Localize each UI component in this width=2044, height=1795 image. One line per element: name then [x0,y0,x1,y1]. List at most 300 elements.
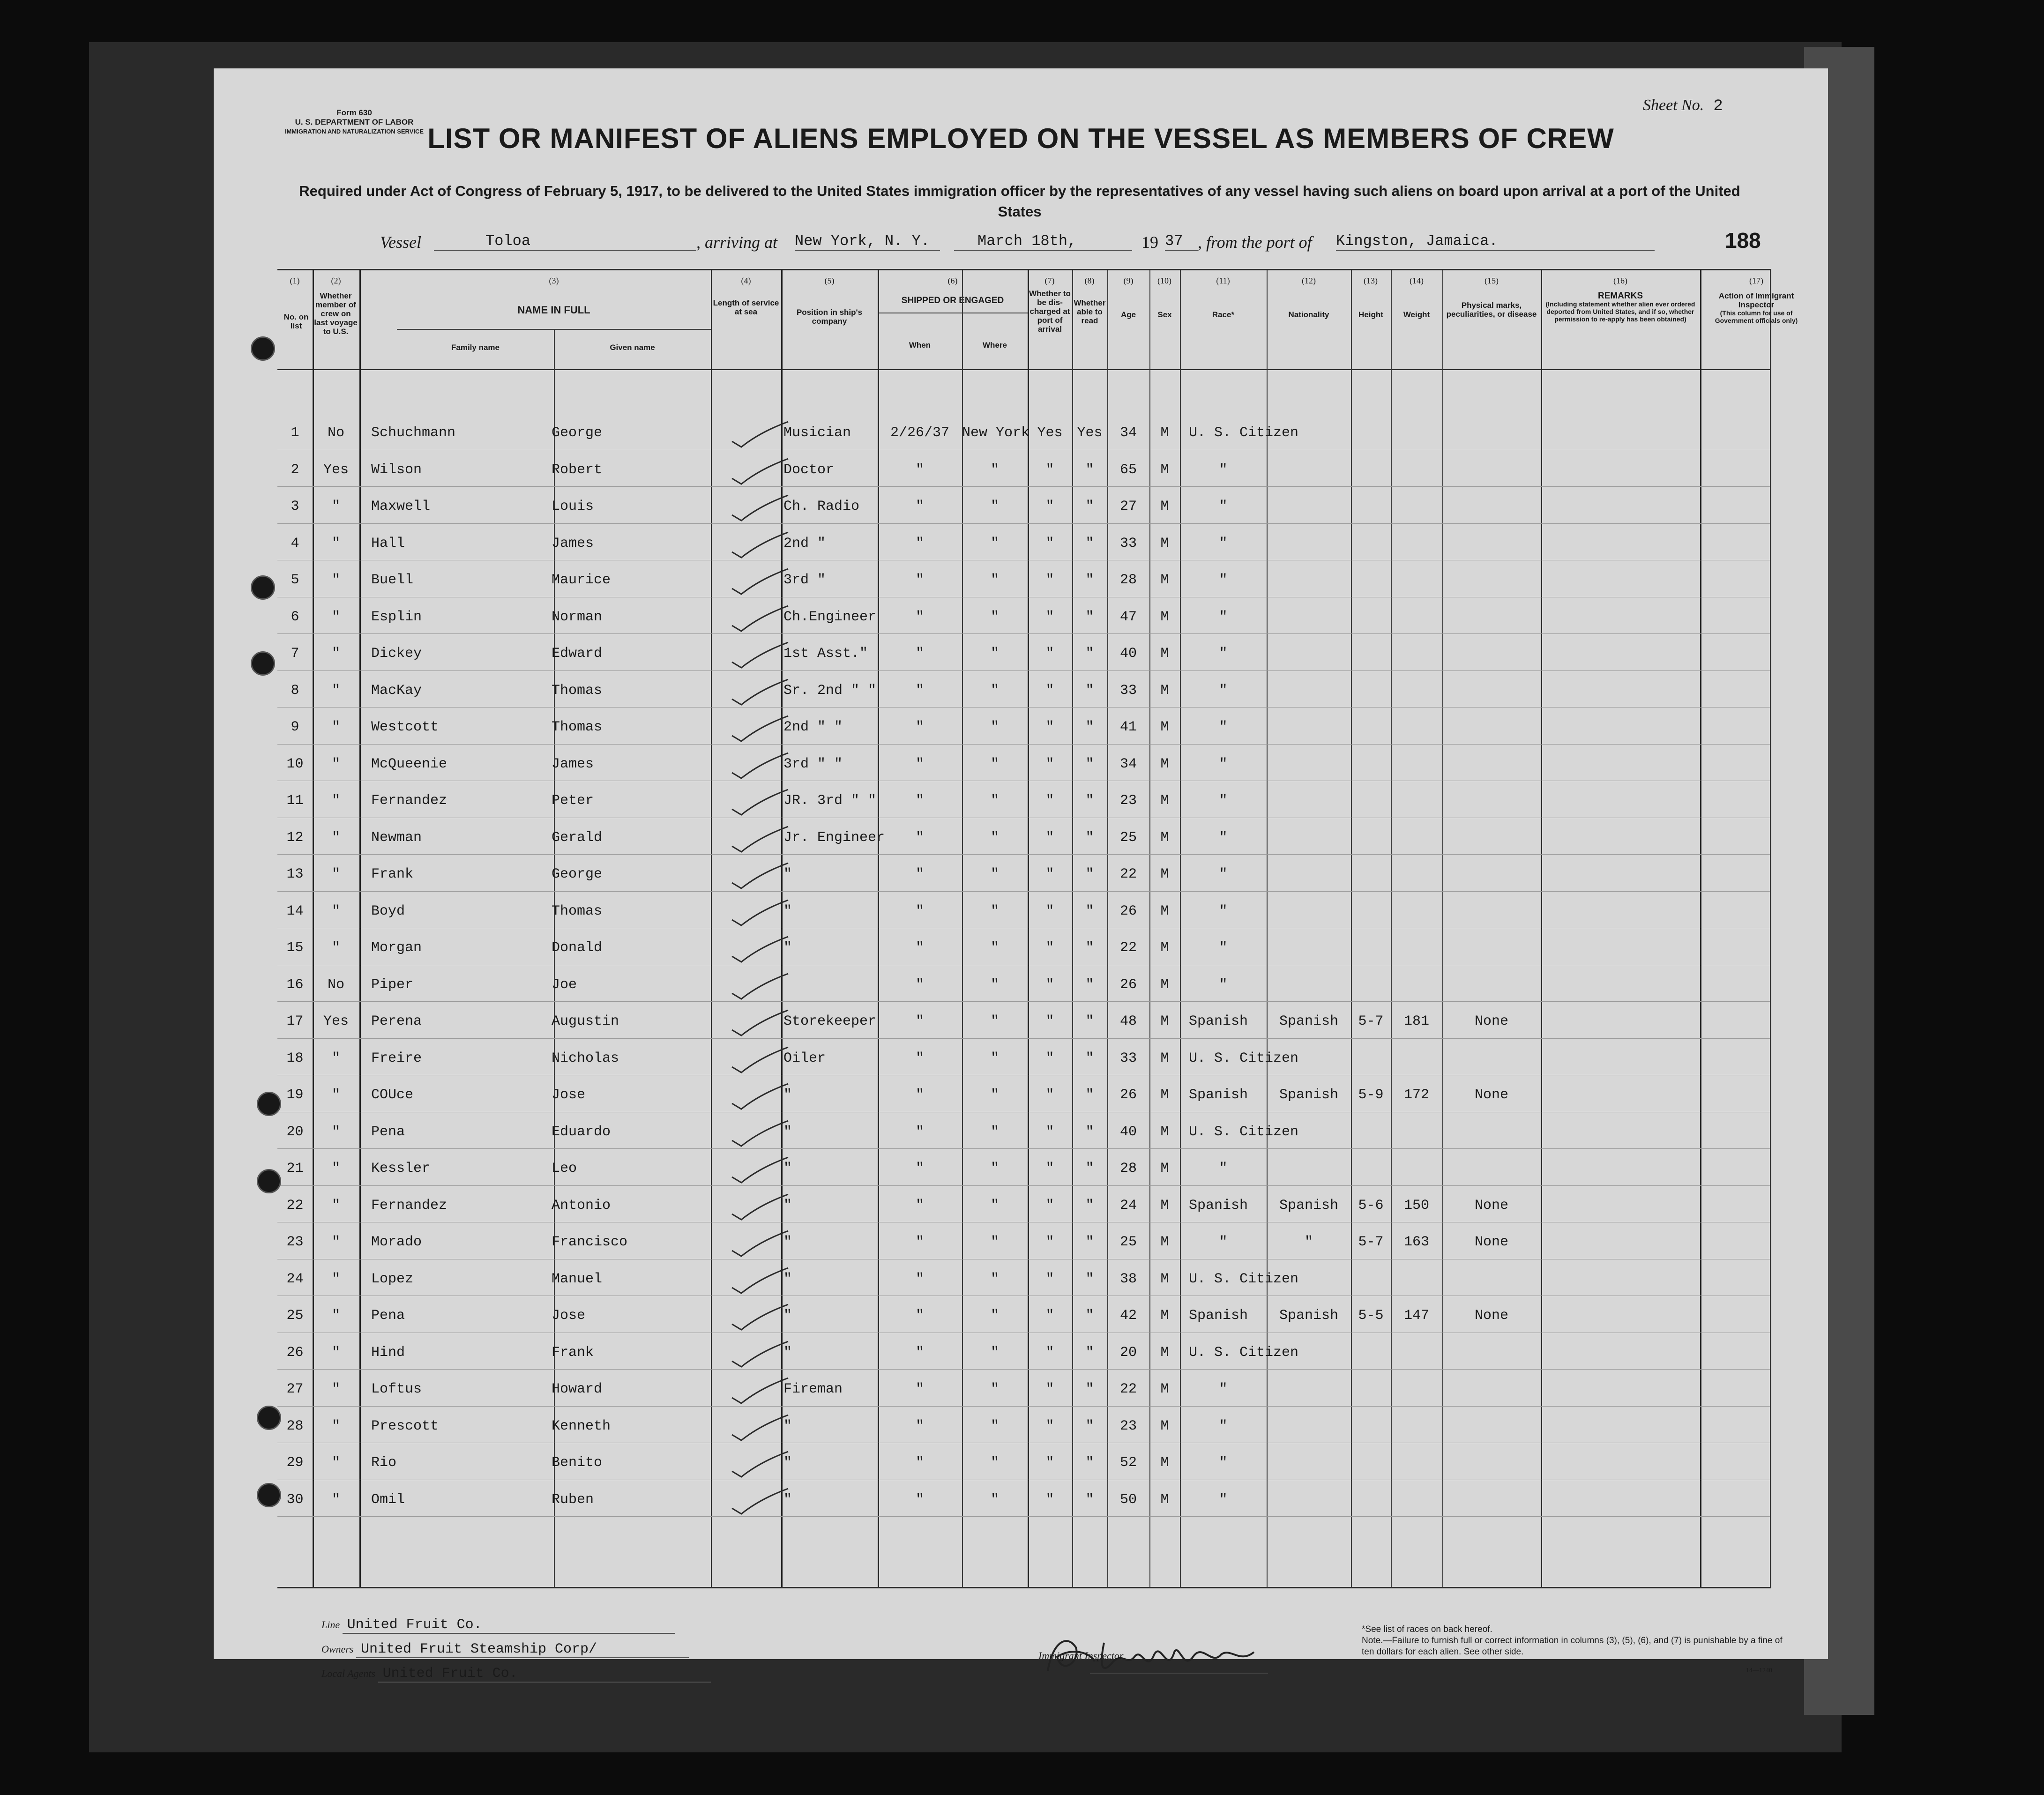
cell-prev: " [331,572,340,588]
service-check-mark [713,418,793,451]
cell-phys: None [1474,1087,1508,1103]
cell-family: Loftus [371,1381,422,1397]
row-rule [277,1406,1770,1407]
column-divider [359,270,361,1587]
cell-family: COUce [371,1087,414,1103]
cell-family: Westcott [371,719,439,735]
cell-sex: M [1160,1418,1169,1434]
cell-sex: M [1160,682,1169,699]
header-able-to-read: Whether able to read [1074,298,1106,325]
column-number: (17) [1749,276,1763,285]
cell-disch: " [1045,719,1054,735]
cell-read: " [1085,609,1094,625]
column-number: (14) [1410,276,1424,285]
page-number: 188 [1725,228,1761,253]
cell-when: " [915,756,924,772]
cell-age: 25 [1119,1234,1137,1250]
cell-when: " [915,609,924,625]
cell-read: " [1085,1161,1094,1177]
cell-position: Ch.Engineer [783,609,877,625]
cell-family: Buell [371,572,414,588]
column-number: (1) [290,276,300,285]
cell-when: " [915,572,924,588]
cell-disch: " [1045,1271,1054,1287]
cell-race: " [1219,646,1228,662]
cell-age: 28 [1119,1161,1137,1177]
cell-disch: " [1045,1087,1054,1103]
cell-when: " [915,1308,924,1324]
cell-read: " [1085,499,1094,514]
cell-no: 30 [286,1491,304,1508]
header-no-on-list: No. on list [283,313,309,330]
row-rule [277,1369,1770,1370]
cell-where: " [990,499,999,514]
cell-disch: " [1045,1050,1054,1066]
cell-no: 28 [286,1418,304,1434]
cell-where: " [990,1271,999,1287]
cell-position: " [783,1308,792,1324]
cell-position: Doctor [783,462,835,478]
cell-given: James [552,535,594,551]
cell-where: " [990,535,999,551]
cell-race: " [1219,903,1228,919]
service-check-mark [713,1154,793,1186]
service-check-mark [713,786,793,819]
header-given-name: Given name [610,343,655,352]
cell-prev: Yes [323,462,349,478]
cell-given: Ruben [552,1491,594,1508]
manifest-sheet [214,68,1828,1682]
cell-family: Pena [371,1308,405,1324]
cell-race: Spanish [1189,1013,1248,1029]
cell-disch: " [1045,1197,1054,1214]
document-subtitle: Required under Act of Congress of February 5, 1917, to be delivered to the United States immigration officer by the representatives of any vessel having such aliens on board upon arrival at a port of the United States [299,183,1740,220]
cell-read: " [1085,1418,1094,1434]
cell-no: 17 [286,1013,304,1029]
cell-height: 5-5 [1358,1308,1384,1324]
column-number: (15) [1485,276,1499,285]
cell-given: George [552,866,603,882]
header-remarks-sub: (Including statement whether alien ever ordered deported from United States, and if so, whether permission to re-apply has been obtained) [1545,300,1695,323]
punch-hole [257,1406,281,1430]
column-number: (16) [1613,276,1627,285]
cell-where: " [990,462,999,478]
cell-when: " [915,903,924,919]
punch-hole [257,1092,281,1116]
cell-race: Spanish [1189,1308,1248,1324]
service-check-mark [713,1301,793,1333]
cell-nat: Spanish [1279,1308,1339,1324]
footer-note-races: *See list of races on back hereof. [1362,1624,1492,1634]
cell-prev: " [331,756,340,772]
cell-race: U. S. Citizen [1189,1344,1299,1361]
footer-agents [321,1666,711,1683]
cell-race: Spanish [1189,1197,1248,1214]
header-name-in-full: NAME IN FULL [517,304,590,316]
header-when: When [909,341,931,350]
cell-where: " [990,1124,999,1140]
cell-age: 50 [1119,1491,1137,1508]
service-check-mark [713,1117,793,1150]
cell-given: Augustin [552,1013,619,1029]
cell-family: Omil [371,1491,405,1508]
cell-read: " [1085,940,1094,956]
service-check-mark [713,1080,793,1113]
cell-given: Norman [552,609,603,625]
column-divider [1351,270,1352,1587]
cell-sex: M [1160,1087,1169,1103]
vessel-label: Vessel [380,233,421,252]
cell-age: 52 [1119,1455,1137,1471]
cell-age: 34 [1119,425,1137,441]
cell-family: Fernandez [371,1197,448,1214]
cell-position: JR. 3rd " " [783,793,877,809]
cell-given: Howard [552,1381,603,1397]
cell-position: " [783,903,792,919]
year-prefix: 19 [1141,233,1158,252]
header-divider [277,369,1770,370]
service-check-mark [713,1006,793,1039]
cell-prev: " [331,1491,340,1508]
cell-no: 11 [286,793,304,809]
cell-disch: " [1045,866,1054,882]
cell-prev: " [331,646,340,662]
cell-prev: " [331,829,340,846]
cell-prev: " [331,1197,340,1214]
header-action-sub: (This column for use of Government officials only) [1715,309,1798,324]
cell-read: " [1085,903,1094,919]
column-divider [711,270,712,1587]
footer-line-value: United Fruit Co. [343,1617,675,1634]
cell-disch: " [1045,976,1054,993]
cell-family: MacKay [371,682,422,699]
punch-hole [251,651,275,676]
service-check-mark [713,1448,793,1481]
cell-prev: " [331,499,340,514]
cell-prev: " [331,1455,340,1471]
cell-prev: " [331,1381,340,1397]
row-rule [277,633,1770,634]
cell-sex: M [1160,1491,1169,1508]
cell-position: 1st Asst." [783,646,868,662]
cell-given: Jose [552,1087,586,1103]
cell-position: " [783,1234,792,1250]
cell-race: " [1219,793,1228,809]
cell-nat: Spanish [1279,1087,1339,1103]
cell-disch: " [1045,1013,1054,1029]
footer-line [321,1617,675,1634]
cell-age: 33 [1119,1050,1137,1066]
cell-family: Morado [371,1234,422,1250]
service-check-mark [713,455,793,488]
cell-disch: " [1045,572,1054,588]
port-label: , from the port of [1198,233,1312,252]
cell-sex: M [1160,1234,1169,1250]
cell-no: 19 [286,1087,304,1103]
header-discharged: Whether to be dis-charged at port of arrival [1029,289,1071,334]
cell-no: 14 [286,903,304,919]
cell-prev: " [331,940,340,956]
arriving-label: , arriving at [696,233,778,252]
cell-where: " [990,940,999,956]
cell-age: 27 [1119,499,1137,514]
cell-sex: M [1160,903,1169,919]
cell-disch: " [1045,1381,1054,1397]
footer-line-label: Line [321,1619,340,1631]
form-department: U. S. DEPARTMENT OF LABOR [295,118,414,127]
cell-disch: Yes [1037,425,1063,441]
cell-no: 12 [286,829,304,846]
cell-no: 7 [291,646,299,662]
cell-prev: No [327,976,344,993]
punch-hole [257,1169,281,1193]
cell-family: Maxwell [371,499,431,514]
cell-when: " [915,1234,924,1250]
cell-disch: " [1045,499,1054,514]
header-remarks-title: REMARKS [1597,291,1643,301]
cell-prev: " [331,535,340,551]
cell-sex: M [1160,499,1169,514]
cell-read: Yes [1077,425,1103,441]
cell-read: " [1085,682,1094,699]
cell-age: 24 [1119,1197,1137,1214]
cell-no: 8 [291,682,299,699]
cell-where: " [990,609,999,625]
cell-when: " [915,1381,924,1397]
cell-disch: " [1045,609,1054,625]
departure-port: Kingston, Jamaica. [1336,232,1655,251]
cell-where: " [990,1161,999,1177]
row-rule [277,1148,1770,1149]
row-rule [277,670,1770,671]
header-nationality: Nationality [1288,310,1329,319]
cell-race: " [1219,1491,1228,1508]
footer-owners-label: Owners [321,1643,354,1655]
cell-when: " [915,1197,924,1214]
cell-prev: " [331,793,340,809]
cell-disch: " [1045,903,1054,919]
row-rule [277,523,1770,524]
cell-family: Morgan [371,940,422,956]
cell-sex: M [1160,646,1169,662]
cell-disch: " [1045,1491,1054,1508]
cell-no: 1 [291,425,299,441]
header-length-service: Length of service at sea [713,298,779,316]
column-divider [1700,270,1701,1587]
sheet-number-label: Sheet No. [1643,97,1704,114]
cell-read: " [1085,1308,1094,1324]
header-action [1700,291,1813,324]
cell-family: Perena [371,1013,422,1029]
cell-family: Esplin [371,609,422,625]
cell-where: " [990,1050,999,1066]
cell-sex: M [1160,1271,1169,1287]
cell-age: 26 [1119,903,1137,919]
cell-when: " [915,719,924,735]
header-whether-member: Whether member of crew on last voyage to U.S. [314,291,358,336]
cell-disch: " [1045,793,1054,809]
cell-position: " [783,1161,792,1177]
cell-position: Storekeeper [783,1013,877,1029]
cell-where: " [990,719,999,735]
cell-prev: " [331,682,340,699]
cell-age: 28 [1119,572,1137,588]
cell-sex: M [1160,425,1169,441]
form-number: Form 630 [336,108,372,117]
cell-height: 5-7 [1358,1013,1384,1029]
cell-position: Musician [783,425,851,441]
cell-family: Hind [371,1344,405,1361]
cell-read: " [1085,646,1094,662]
cell-family: Boyd [371,903,405,919]
service-check-mark [713,1227,793,1260]
cell-sex: M [1160,609,1169,625]
cell-where: " [990,903,999,919]
header-action-title: Action of Immigrant Inspector [1718,291,1794,309]
cell-prev: " [331,609,340,625]
cell-given: Antonio [552,1197,611,1214]
cell-read: " [1085,866,1094,882]
cell-sex: M [1160,829,1169,846]
cell-given: Maurice [552,572,611,588]
cell-age: 25 [1119,829,1137,846]
cell-position: Ch. Radio [783,499,860,514]
cell-sex: M [1160,976,1169,993]
cell-position: 3rd " " [783,756,843,772]
service-check-mark [713,602,793,635]
cell-race: " [1219,866,1228,882]
cell-age: 33 [1119,682,1137,699]
cell-sex: M [1160,535,1169,551]
cell-read: " [1085,1234,1094,1250]
cell-race: " [1219,609,1228,625]
cell-prev: " [331,1087,340,1103]
cell-nat: Spanish [1279,1013,1339,1029]
service-check-mark [713,859,793,892]
cell-sex: M [1160,572,1169,588]
cell-position: " [783,1124,792,1140]
cell-sex: M [1160,866,1169,882]
header-age: Age [1120,310,1136,319]
cell-no: 4 [291,535,299,551]
cell-given: Thomas [552,682,603,699]
header-where: Where [983,341,1007,350]
cell-given: James [552,756,594,772]
cell-race: " [1219,1161,1228,1177]
cell-age: 26 [1119,1087,1137,1103]
cell-sex: M [1160,1013,1169,1029]
cell-sex: M [1160,1161,1169,1177]
cell-where: " [990,1455,999,1471]
cell-age: 47 [1119,609,1137,625]
cell-age: 22 [1119,1381,1137,1397]
cell-race: " [1219,1234,1228,1250]
row-rule [277,1038,1770,1039]
cell-prev: " [331,1050,340,1066]
service-check-mark [713,933,793,966]
cell-given: Frank [552,1344,594,1361]
cell-age: 40 [1119,646,1137,662]
cell-race: U. S. Citizen [1189,1124,1299,1140]
cell-read: " [1085,535,1094,551]
cell-race: " [1219,829,1228,846]
service-check-mark [713,823,793,856]
cell-phys: None [1474,1308,1508,1324]
column-number: (9) [1123,276,1134,285]
cell-prev: " [331,866,340,882]
header-family-name: Family name [451,343,500,352]
cell-age: 22 [1119,866,1137,882]
cell-family: Newman [371,829,422,846]
cell-position: Sr. 2nd " " [783,682,877,699]
cell-sex: M [1160,940,1169,956]
cell-when: " [915,866,924,882]
cell-when: " [915,940,924,956]
cell-family: Frank [371,866,414,882]
service-check-mark [713,1338,793,1370]
cell-given: Edward [552,646,603,662]
cell-no: 13 [286,866,304,882]
cell-read: " [1085,829,1094,846]
column-number: (7) [1044,276,1055,285]
cell-disch: " [1045,1344,1054,1361]
cell-age: 23 [1119,1418,1137,1434]
cell-sex: M [1160,719,1169,735]
cell-no: 10 [286,756,304,772]
cell-given: Manuel [552,1271,603,1287]
cell-race: " [1219,572,1228,588]
cell-family: Fernandez [371,793,448,809]
column-number: (3) [549,276,559,285]
cell-when: " [915,976,924,993]
cell-no: 25 [286,1308,304,1324]
row-rule [277,744,1770,745]
cell-nat: Spanish [1279,1197,1339,1214]
cell-given: Eduardo [552,1124,611,1140]
cell-read: " [1085,1455,1094,1471]
column-divider [1267,270,1268,1587]
cell-disch: " [1045,1124,1054,1140]
cell-position: " [783,940,792,956]
manifest-table [277,269,1798,1588]
cell-given: Joe [552,976,577,993]
service-check-mark [713,1411,793,1444]
cell-when: " [915,829,924,846]
cell-where: " [990,756,999,772]
cell-age: 48 [1119,1013,1137,1029]
cell-no: 29 [286,1455,304,1471]
column-number: (10) [1157,276,1171,285]
cell-family: Freire [371,1050,422,1066]
header-shipped: SHIPPED OR ENGAGED [901,296,1004,305]
cell-race: " [1219,756,1228,772]
cell-disch: " [1045,1418,1054,1434]
cell-no: 9 [291,719,299,735]
cell-age: 41 [1119,719,1137,735]
footer-note-penalty: Note.—Failure to furnish full or correct information in columns (3), (5), (6), and (7) is punishable by a fine of ten dollars for each alien. See other side. [1362,1636,1783,1657]
cell-sex: M [1160,1344,1169,1361]
cell-where: " [990,1381,999,1397]
cell-disch: " [1045,1161,1054,1177]
cell-sex: M [1160,1197,1169,1214]
header-physical: Physical marks, peculiarities, or disease [1446,301,1537,319]
cell-given: Francisco [552,1234,628,1250]
cell-where: " [990,793,999,809]
cell-prev: " [331,1418,340,1434]
cell-position: " [783,1197,792,1214]
service-check-mark [713,749,793,782]
cell-position: 2nd " [783,535,826,551]
